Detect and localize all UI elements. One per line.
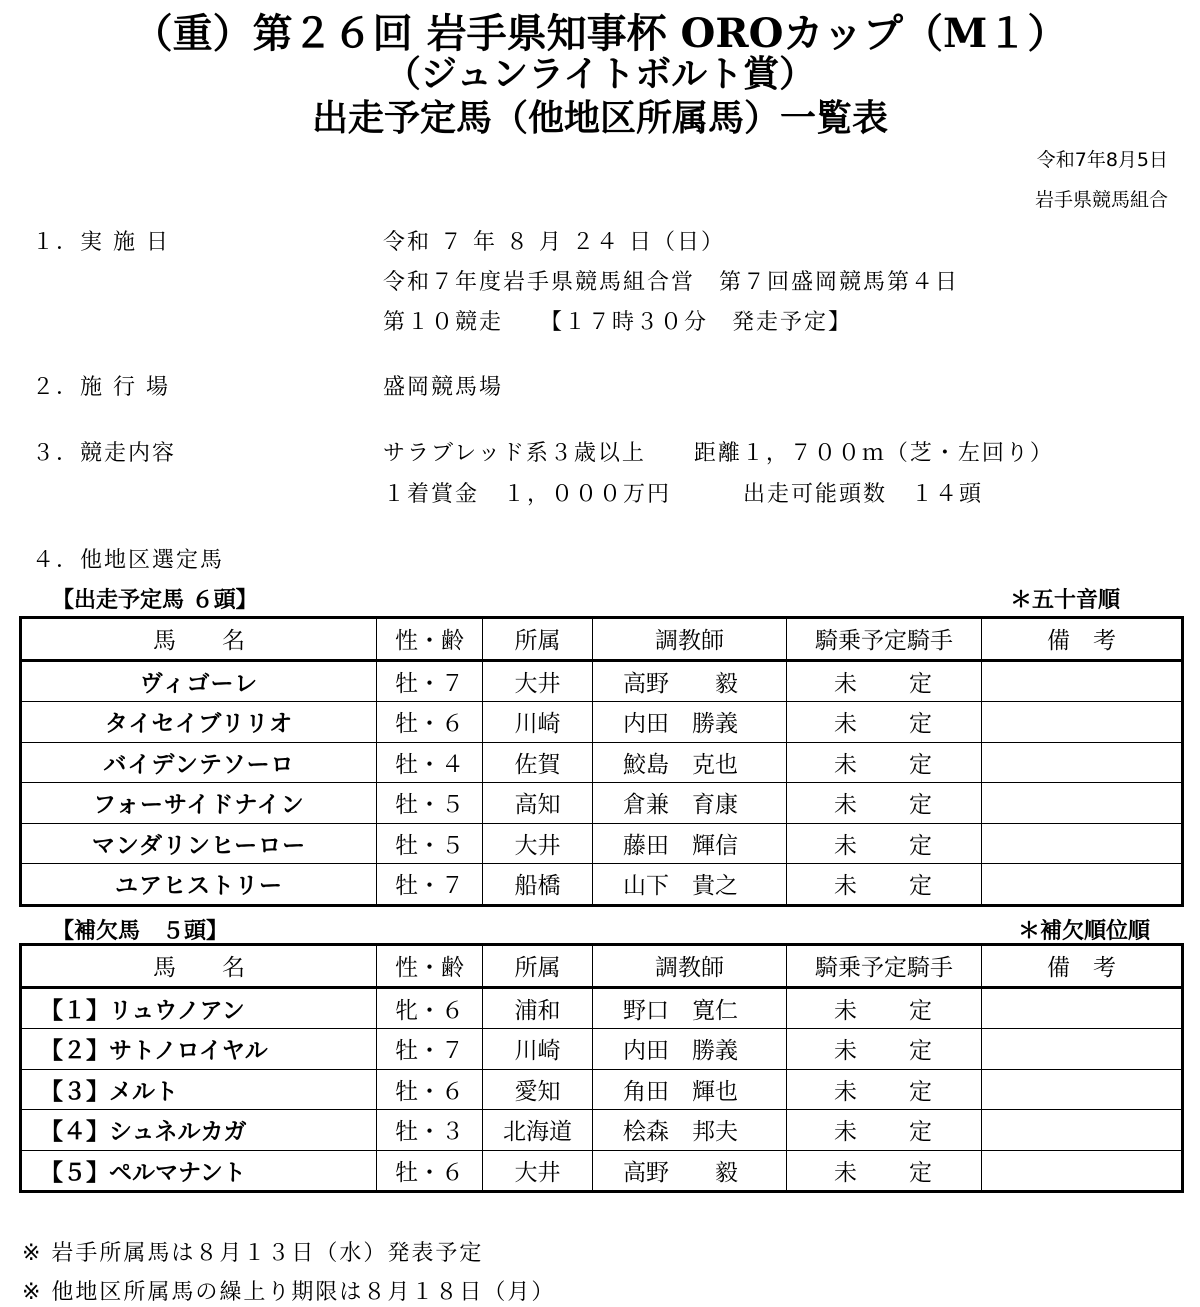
table-2-caption: 【補欠馬 ５頭】 (52, 919, 229, 944)
sex-age: 牡・６ (377, 1150, 483, 1192)
table-header-row (21, 618, 1183, 661)
col-header-jockey: 騎乗予定騎手 (787, 618, 982, 661)
table-row (21, 742, 1183, 783)
sex-age: 牡・４ (377, 742, 483, 783)
table-row (21, 660, 1183, 702)
jockey: 未 定 (787, 1069, 982, 1110)
remarks (982, 1069, 1183, 1110)
horse-name: ユアヒストリー (21, 864, 377, 906)
trainer: 角田 輝也 (593, 1069, 787, 1110)
table-row (21, 1029, 1183, 1070)
table-row (21, 823, 1183, 864)
horse-name: 【３】メルト (21, 1069, 377, 1110)
jockey: 未 定 (787, 742, 982, 783)
section-3-line-2: １着賞金 １，０００万円 出走可能頭数 １４頭 (383, 482, 984, 507)
col-header-trainer: 調教師 (593, 618, 787, 661)
organization: 岩手県競馬組合 (1034, 189, 1168, 211)
horse-name: バイデンテソーロ (21, 742, 377, 783)
table-1-caption: 【出走予定馬 ６頭】 (52, 588, 258, 613)
section-1-label: １．実 施 日 (32, 230, 170, 255)
affiliation: 佐賀 (483, 742, 593, 783)
sex-age: 牝・６ (377, 987, 483, 1029)
section-3-label: ３．競走内容 (32, 441, 177, 466)
remarks (982, 823, 1183, 864)
table-row (21, 1110, 1183, 1151)
trainer: 高野 毅 (593, 660, 787, 702)
affiliation: 大井 (483, 823, 593, 864)
affiliation: 北海道 (483, 1110, 593, 1151)
jockey: 未 定 (787, 783, 982, 824)
jockey: 未 定 (787, 660, 982, 702)
affiliation: 大井 (483, 1150, 593, 1192)
jockey: 未 定 (787, 864, 982, 906)
jockey: 未 定 (787, 1110, 982, 1151)
section-1-line-1: 令和 ７ 年 ８ 月 ２４ 日（日） (383, 230, 725, 255)
table-row (21, 783, 1183, 824)
sex-age: 牡・３ (377, 1110, 483, 1151)
section-2-label: ２．施 行 場 (32, 375, 170, 400)
horse-name: ヴィゴーレ (21, 660, 377, 702)
title-line-3: 出走予定馬（他地区所属馬）一覧表 (311, 97, 888, 139)
trainer: 内田 勝義 (593, 702, 787, 743)
affiliation: 川崎 (483, 1029, 593, 1070)
sex-age: 牡・７ (377, 864, 483, 906)
trainer: 野口 寛仁 (593, 987, 787, 1029)
trainer: 藤田 輝信 (593, 823, 787, 864)
sex-age: 牡・５ (377, 823, 483, 864)
remarks (982, 742, 1183, 783)
remarks (982, 1150, 1183, 1192)
affiliation: 川崎 (483, 702, 593, 743)
trainer: 倉兼 育康 (593, 783, 787, 824)
affiliation: 浦和 (483, 987, 593, 1029)
section-2-value: 盛岡競馬場 (383, 375, 504, 400)
sex-age: 牡・５ (377, 783, 483, 824)
table-row (21, 987, 1183, 1029)
section-1-line-3: 第１０競走 【１７時３０分 発走予定】 (383, 310, 853, 335)
col-header-affiliation: 所属 (483, 945, 593, 988)
col-header-sex-age: 性・齢 (377, 618, 483, 661)
title-line-1: （重）第２６回 岩手県知事杯 OROカップ（M１） (132, 10, 1068, 57)
sex-age: 牡・７ (377, 660, 483, 702)
horse-name: 【２】サトノロイヤル (21, 1029, 377, 1070)
col-header-remarks: 備 考 (982, 618, 1183, 661)
affiliation: 大井 (483, 660, 593, 702)
table-1-note: ＊五十音順 (1009, 588, 1120, 613)
remarks (982, 1110, 1183, 1151)
title-line-2: （ジュンライトボルト賞） (384, 53, 816, 95)
horse-name: タイセイブリリオ (21, 702, 377, 743)
sex-age: 牡・７ (377, 1029, 483, 1070)
remarks (982, 864, 1183, 906)
jockey: 未 定 (787, 987, 982, 1029)
remarks (982, 660, 1183, 702)
remarks (982, 702, 1183, 743)
trainer: 鮫島 克也 (593, 742, 787, 783)
horse-name: フォーサイドナイン (21, 783, 377, 824)
jockey: 未 定 (787, 1150, 982, 1192)
col-header-trainer: 調教師 (593, 945, 787, 988)
table-2-note: ＊補欠順位順 (1017, 919, 1150, 944)
footnote-1: ※ 岩手所属馬は８月１３日（水）発表予定 (22, 1241, 484, 1266)
horse-name: マンダリンヒーロー (21, 823, 377, 864)
table-row (21, 1069, 1183, 1110)
col-header-affiliation: 所属 (483, 618, 593, 661)
horse-name: 【５】ペルマナント (21, 1150, 377, 1192)
sex-age: 牡・６ (377, 1069, 483, 1110)
remarks (982, 987, 1183, 1029)
sex-age: 牡・６ (377, 702, 483, 743)
affiliation: 高知 (483, 783, 593, 824)
table-row (21, 702, 1183, 743)
entry-horses-table (19, 616, 1184, 907)
jockey: 未 定 (787, 823, 982, 864)
col-header-name: 馬 名 (21, 945, 377, 988)
issue-date: 令和7年8月5日 (1036, 149, 1168, 171)
remarks (982, 1029, 1183, 1070)
col-header-sex-age: 性・齢 (377, 945, 483, 988)
horse-name: 【１】リュウノアン (21, 987, 377, 1029)
col-header-remarks: 備 考 (982, 945, 1183, 988)
trainer: 内田 勝義 (593, 1029, 787, 1070)
table-row (21, 864, 1183, 906)
remarks (982, 783, 1183, 824)
section-1-line-2: 令和７年度岩手県競馬組合営 第７回盛岡競馬第４日 (383, 270, 960, 295)
trainer: 山下 貴之 (593, 864, 787, 906)
table-row (21, 1150, 1183, 1192)
jockey: 未 定 (787, 702, 982, 743)
affiliation: 船橋 (483, 864, 593, 906)
jockey: 未 定 (787, 1029, 982, 1070)
col-header-name: 馬 名 (21, 618, 377, 661)
footnote-2: ※ 他地区所属馬の繰上り期限は８月１８日（月） (22, 1280, 556, 1305)
horse-name: 【４】シュネルカガ (21, 1110, 377, 1151)
reserve-horses-table (19, 943, 1184, 1193)
section-3-line-1: サラブレッド系３歳以上 距離１，７００ｍ（芝・左回り） (383, 441, 1054, 466)
affiliation: 愛知 (483, 1069, 593, 1110)
trainer: 桧森 邦夫 (593, 1110, 787, 1151)
col-header-jockey: 騎乗予定騎手 (787, 945, 982, 988)
table-header-row (21, 945, 1183, 988)
trainer: 高野 毅 (593, 1150, 787, 1192)
section-4-label: ４．他地区選定馬 (32, 548, 225, 573)
